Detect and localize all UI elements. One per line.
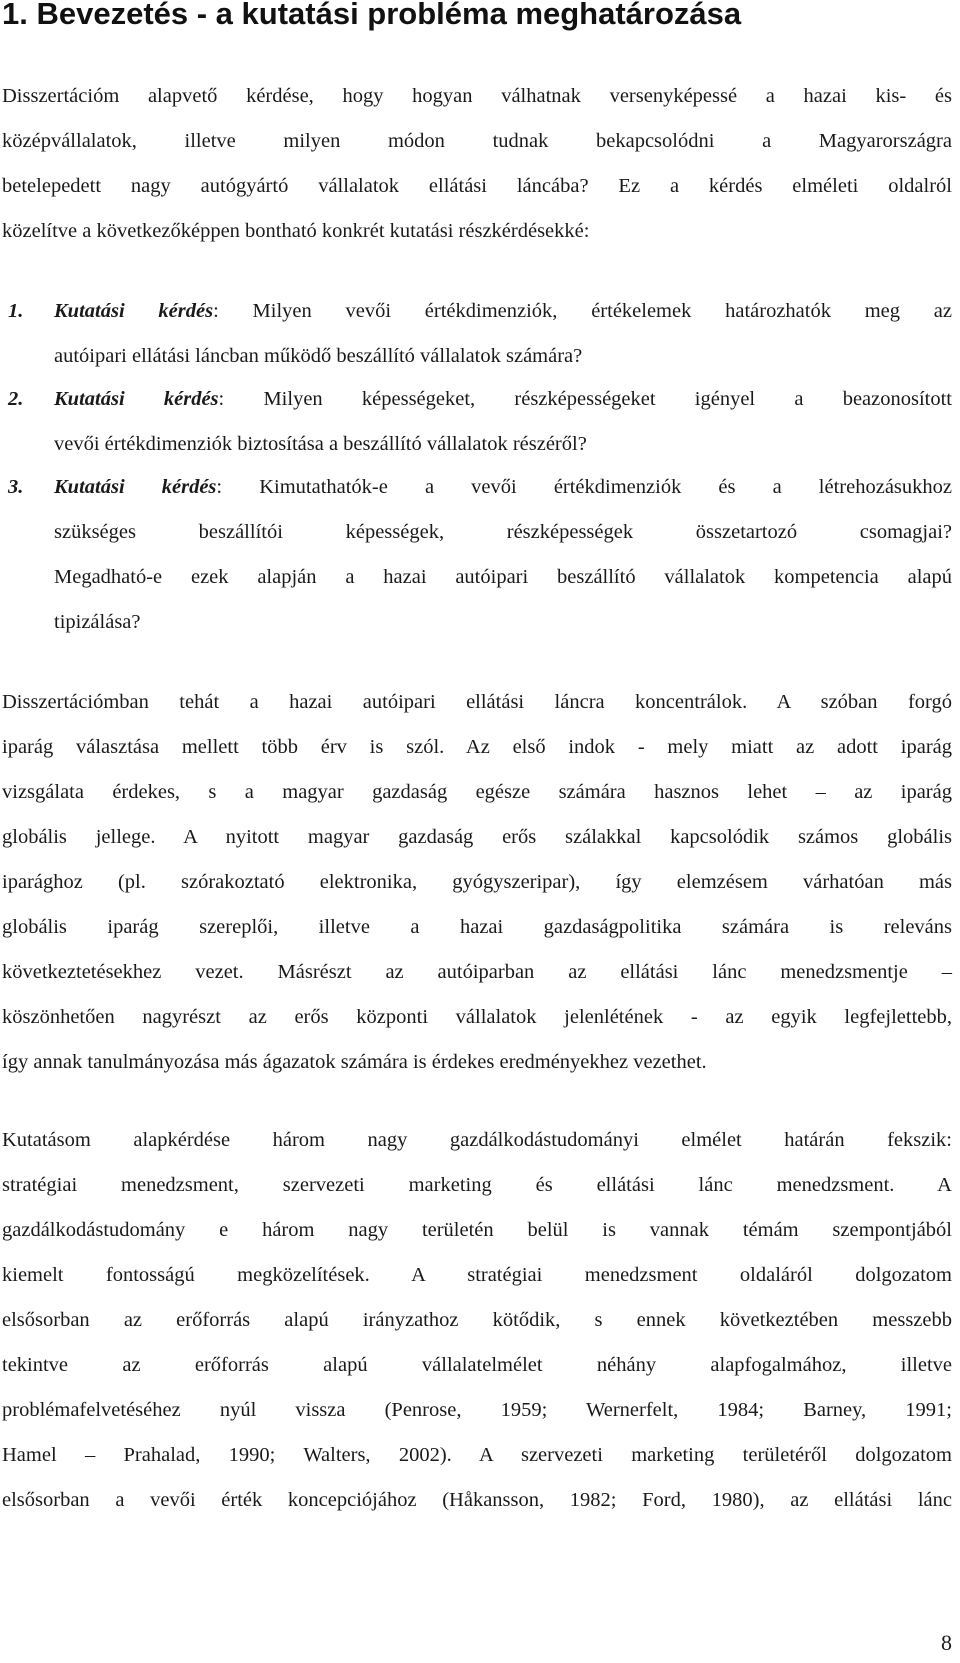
paragraph-line: iparág választása mellett több érv is szól. Az első indok - mely miatt az adott iparág (2, 736, 952, 758)
question-text: : Milyen képességeket, részképességeket igényel a beazonosított (218, 388, 953, 410)
question-label: Kutatási kérdés (54, 476, 217, 498)
intro-line: közelítve a következőképpen bontható konkrét kutatási részkérdésekké: (2, 220, 590, 242)
question-number: 2. (8, 388, 24, 410)
question-text: : Kimutathatók-e a vevői értékdimenziók és a létrehozásukhoz (216, 476, 952, 498)
question-number: 1. (8, 300, 24, 322)
question-number: 3. (8, 476, 24, 498)
research-question-2 (8, 377, 953, 467)
paragraph-line: elsősorban az erőforrás alapú irányzathoz kötődik, s ennek következtében messzebb (2, 1309, 952, 1331)
paragraph-line: stratégiai menedzsment, szervezeti marketing és ellátási lánc menedzsment. A (2, 1174, 952, 1196)
question-label: Kutatási kérdés (54, 388, 219, 410)
paragraph-line: vizsgálata érdekes, s a magyar gazdaság egésze számára hasznos lehet – az iparág (2, 781, 952, 803)
paragraph-line: így annak tanulmányozása más ágazatok számára is érdekes eredményekhez vezethet. (2, 1051, 707, 1073)
paragraph-line: Hamel – Prahalad, 1990; Walters, 2002). A szervezeti marketing területéről dolgozatom (2, 1444, 952, 1466)
intro-line: Disszertációm alapvető kérdése, hogy hogyan válhatnak versenyképessé a hazai kis- és (2, 85, 952, 107)
section-heading: 1. Bevezetés - a kutatási probléma meghatározása (2, 0, 742, 31)
paragraph-line: tekintve az erőforrás alapú vállalatelmélet néhány alapfogalmához, illetve (2, 1354, 952, 1376)
paragraph-line: iparághoz (pl. szórakoztató elektronika, gyógyszeripar), így elemzésem várhatóan más (2, 871, 952, 893)
body-paragraph-3 (2, 1118, 952, 1523)
research-question-1 (8, 289, 952, 379)
intro-line: középvállalatok, illetve milyen módon tudnak bekapcsolódni a Magyarországra (2, 130, 952, 152)
paragraph-line: Disszertációmban tehát a hazai autóipari ellátási láncra koncentrálok. A szóban forgó (2, 691, 952, 713)
paragraph-line: globális jellege. A nyitott magyar gazdaság erős szálakkal kapcsolódik számos globális (2, 826, 952, 848)
question-text: vevői értékdimenziók biztosítása a beszállító vállalatok részéről? (54, 433, 587, 455)
paragraph-line: globális iparág szereplői, illetve a hazai gazdaságpolitika számára is releváns (2, 916, 952, 938)
research-question-3 (8, 465, 952, 645)
question-text: autóipari ellátási láncban működő beszállító vállalatok számára? (54, 345, 583, 367)
page-number: 8 (941, 1630, 952, 1655)
intro-paragraph (2, 74, 952, 254)
question-text: szükséges beszállítói képességek, részképességek összetartozó csomagjai? (54, 521, 952, 543)
body-paragraph-2 (2, 680, 952, 1085)
paragraph-line: elsősorban a vevői érték koncepciójához (Håkansson, 1982; Ford, 1980), az ellátási lánc (2, 1489, 952, 1511)
intro-line: betelepedett nagy autógyártó vállalatok ellátási láncába? Ez a kérdés elméleti oldalról (2, 175, 952, 197)
paragraph-line: köszönhetően nagyrészt az erős központi vállalatok jelenlétének - az egyik legfejlettebb, (2, 1006, 952, 1028)
question-text: Megadható-e ezek alapján a hazai autóipari beszállító vállalatok kompetencia alapú (54, 566, 952, 588)
paragraph-line: kiemelt fontosságú megközelítések. A stratégiai menedzsment oldaláról dolgozatom (2, 1264, 952, 1286)
paragraph-line: Kutatásom alapkérdése három nagy gazdálkodástudományi elmélet határán fekszik: (2, 1129, 952, 1151)
question-text: tipizálása? (54, 611, 141, 633)
paragraph-line: következtetésekhez vezet. Másrészt az autóiparban az ellátási lánc menedzsmentje – (2, 961, 952, 983)
question-text: : Milyen vevői értékdimenziók, értékelemek határozhatók meg az (213, 300, 952, 322)
question-label: Kutatási kérdés (54, 300, 214, 322)
paragraph-line: problémafelvetéséhez nyúl vissza (Penrose, 1959; Wernerfelt, 1984; Barney, 1991; (2, 1399, 952, 1421)
paragraph-line: gazdálkodástudomány e három nagy területén belül is vannak témám szempontjából (2, 1219, 952, 1241)
